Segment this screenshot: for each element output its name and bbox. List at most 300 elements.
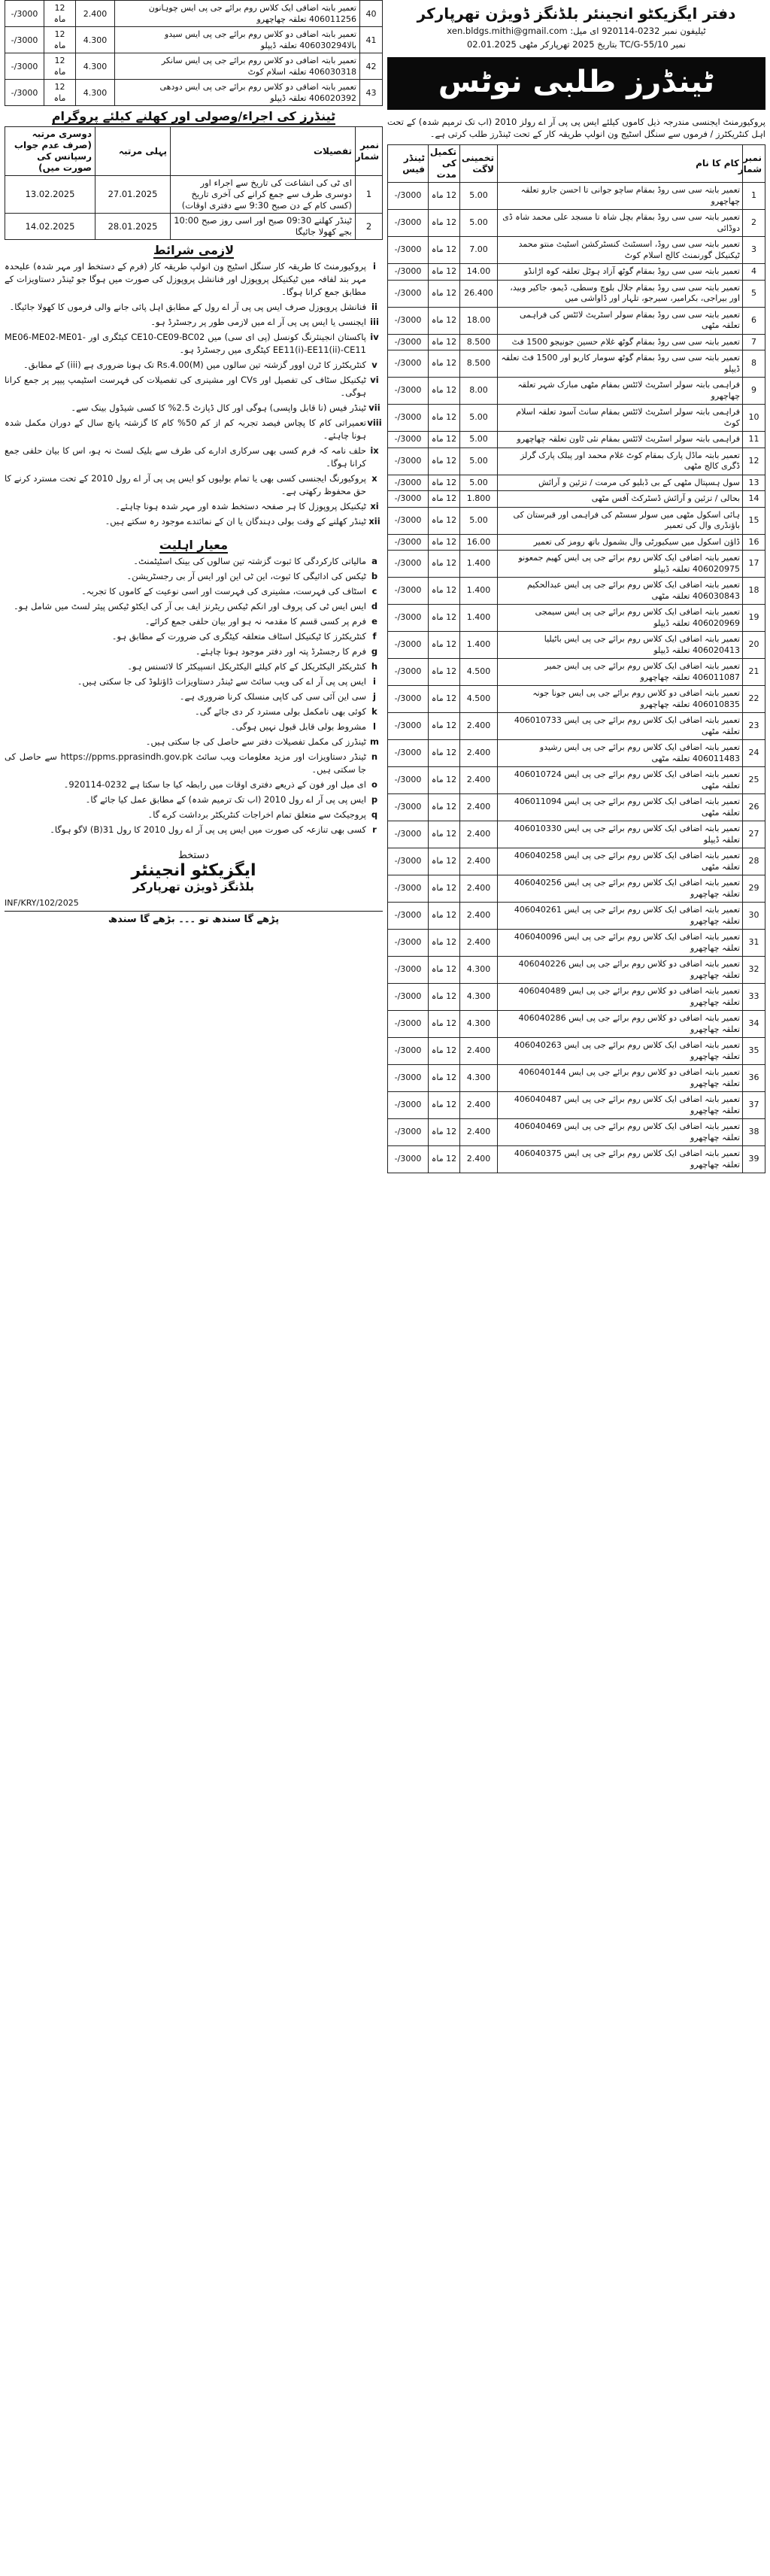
work-row-work: ڈاؤن اسکول میں سیکیورٹی وال بشمول باتھ رومز کی تعمیر	[498, 534, 743, 551]
work-row-work: تعمیر بابتہ اضافی دو کلاس روم برائے جی پی ایس 406040226 تعلقہ چھاچھرو	[498, 957, 743, 984]
work-row-time: 12 ماہ	[429, 334, 460, 350]
work-row-time: 12 ماہ	[429, 605, 460, 632]
left-work-row-work: تعمیر بابتہ اضافی دو کلاس روم برائے جی پی ایس سیدو بالا406030294 تعلقہ ڈیپلو	[115, 27, 360, 53]
eligibility-clause-number: c	[371, 586, 377, 596]
eligibility-clause	[5, 736, 383, 748]
work-row-cost: 4.300	[460, 1065, 498, 1092]
work-row-time: 12 ماہ	[429, 1092, 460, 1119]
term-clause	[5, 260, 383, 299]
work-row	[388, 378, 765, 405]
work-row-fee: 3000/-	[388, 491, 429, 508]
work-row-work: تعمیر بابتہ سی سی روڈ بمقام سولر اسٹریٹ لائٹس کی فراہمی تعلقہ مٹھی	[498, 307, 743, 334]
work-row-work: تعمیر بابتہ اضافی ایک کلاس روم برائے جی پی ایس کھیم جمعونو 406020975 تعلقہ ڈیپلو	[498, 551, 743, 578]
schedule-row-first: 28.01.2025	[95, 214, 171, 240]
left-work-row-no: 43	[360, 80, 383, 106]
work-row-cost: 4.300	[460, 957, 498, 984]
work-row-cost: 5.00	[460, 432, 498, 448]
work-row	[388, 713, 765, 740]
work-row	[388, 686, 765, 713]
work-row-cost: 5.00	[460, 183, 498, 210]
work-row-cost: 2.400	[460, 821, 498, 848]
work-row-cost: 4.300	[460, 1011, 498, 1038]
schedule-row-first: 27.01.2025	[95, 176, 171, 214]
eligibility-clause-text: کنٹریکٹرز کا ٹیکنیکل اسٹاف متعلقہ کیٹگری کی ضرورت کے مطابق ہو۔	[111, 631, 366, 642]
work-row-work: تعمیر بابتہ اضافی ایک کلاس روم برائے جی پی ایس 406040256 تعلقہ چھاچھرو	[498, 875, 743, 903]
left-work-row	[5, 27, 383, 53]
eligibility-clause-text: کوئی بھی نامکمل بولی مسترد کر دی جائے گی۔	[195, 706, 366, 717]
work-row	[388, 210, 765, 237]
work-row-cost: 8.500	[460, 334, 498, 350]
work-row-work: تعمیر بابتہ اضافی ایک کلاس روم برائے جی پی ایس رشیدو 406011483 تعلقہ مٹھی	[498, 740, 743, 767]
work-row-cost: 26.400	[460, 280, 498, 307]
left-work-row-no: 41	[360, 27, 383, 53]
work-row-time: 12 ماہ	[429, 578, 460, 605]
left-work-row-cost: 4.300	[76, 27, 115, 53]
work-row-cost: 5.00	[460, 210, 498, 237]
work-row-work: تعمیر بابتہ اضافی ایک کلاس روم برائے جی پی ایس 406040263 تعلقہ چھاچھرو	[498, 1038, 743, 1065]
work-row-fee: 3000/-	[388, 507, 429, 534]
eligibility-clause-number: k	[371, 706, 377, 717]
work-row	[388, 1119, 765, 1146]
schedule-header-first: پہلی مرتبہ	[95, 127, 171, 176]
eligibility-clause	[5, 645, 383, 658]
work-row-work: فراہمی بابتہ سولر اسٹریٹ لائٹس بمقام مٹھی مبارک شہر تعلقہ چھاچھرو	[498, 378, 743, 405]
work-row-fee: 3000/-	[388, 183, 429, 210]
work-row-fee: 3000/-	[388, 903, 429, 930]
signature-title: ایگزیکٹو انجینئر	[131, 861, 256, 880]
work-row-no: 15	[743, 507, 765, 534]
schedule-row-second: 14.02.2025	[5, 214, 95, 240]
work-row-cost: 2.400	[460, 875, 498, 903]
term-clause-text: کنٹریکٹرز کا ٹرن اوور گزشتہ تین سالوں میں Rs.4.00(M) تک ہونا ضروری ہے (iii) کے مطابق۔	[23, 360, 366, 370]
work-row-fee: 3000/-	[388, 475, 429, 491]
work-row-cost: 1.800	[460, 491, 498, 508]
work-row-time: 12 ماہ	[429, 984, 460, 1011]
work-row-time: 12 ماہ	[429, 448, 460, 475]
schedule-header-no: نمبر شمار	[356, 127, 383, 176]
left-work-row-fee: 3000/-	[5, 27, 44, 53]
work-row-work: بحالی / تزئین و آرائش ڈسٹرکٹ آفس مٹھی	[498, 491, 743, 508]
eligibility-clause-text: سی این آئی سی کی کاپی منسلک کرنا ضروری ہے۔	[179, 691, 366, 702]
work-row-work: تعمیر بابتہ اضافی ایک کلاس روم برائے جی پی ایس عبدالحکیم 406030843 تعلقہ مٹھی	[498, 578, 743, 605]
left-work-row-time: 12 ماہ	[44, 80, 76, 106]
work-row-time: 12 ماہ	[429, 1146, 460, 1173]
work-row-cost: 2.400	[460, 1038, 498, 1065]
work-row-work: تعمیر بابتہ سی سی روڈ بمقام گوٹھ غلام حسین جونیجو 1500 فٹ	[498, 334, 743, 350]
works-header-work: کام کا نام	[498, 145, 743, 183]
term-clause-text: ٹیکنیکل پروپوزل کا ہر صفحہ دستخط شدہ اور مہر شدہ ہونا چاہئے۔	[115, 501, 366, 511]
term-clause	[5, 472, 383, 498]
work-row-fee: 3000/-	[388, 875, 429, 903]
work-row-no: 3	[743, 237, 765, 264]
work-row-time: 12 ماہ	[429, 551, 460, 578]
work-row-time: 12 ماہ	[429, 183, 460, 210]
work-row-time: 12 ماہ	[429, 957, 460, 984]
term-clause	[5, 402, 383, 414]
work-row-work: تعمیر بابتہ اضافی ایک کلاس روم برائے جی پی ایس 406040261 تعلقہ چھاچھرو	[498, 903, 743, 930]
term-clause-number: xi	[370, 501, 379, 511]
work-row-time: 12 ماہ	[429, 740, 460, 767]
work-row-time: 12 ماہ	[429, 210, 460, 237]
work-row-fee: 3000/-	[388, 957, 429, 984]
work-row-fee: 3000/-	[388, 534, 429, 551]
work-row-work: تعمیر بابتہ اضافی ایک کلاس روم برائے جی پی ایس باٹیلیا 406020413 تعلقہ ڈیپلو	[498, 632, 743, 659]
term-clause-number: iii	[370, 317, 379, 327]
contact-line: ٹیلیفون نمبر 0232-920114 ای میل: xen.bldgs.mithi@gmail.com	[447, 26, 706, 36]
work-row-time: 12 ماہ	[429, 264, 460, 281]
work-row-fee: 3000/-	[388, 1092, 429, 1119]
work-row-time: 12 ماہ	[429, 659, 460, 686]
eligibility-clause-text: ای میل اور فون کے ذریعے دفتری اوقات میں رابطہ کیا جا سکتا ہے 0232-920114۔	[63, 779, 366, 790]
footer-bar	[5, 898, 383, 908]
work-row	[388, 1065, 765, 1092]
eligibility-clause-text: فرم پر کسی قسم کا مقدمہ نہ ہو اور بیان حلفی جمع کرائے۔	[144, 616, 366, 627]
work-row-fee: 3000/-	[388, 984, 429, 1011]
term-clause-number: viii	[367, 417, 382, 428]
work-row	[388, 767, 765, 794]
work-row	[388, 659, 765, 686]
term-clause-text: ٹیکنیکل سٹاف کی تفصیل اور CVs اور مشینری کی تفصیلات کی فہرست اسٹیمپ پیپر پر جمع کرانا ہوگی۔	[5, 375, 366, 398]
work-row-work: تعمیر بابتہ اضافی دو کلاس روم برائے جی پی ایس جونا جونہ 406010835 تعلقہ چھاچھرو	[498, 686, 743, 713]
work-row-cost: 14.00	[460, 264, 498, 281]
work-row	[388, 405, 765, 432]
eligibility-clause	[5, 600, 383, 613]
work-row-no: 35	[743, 1038, 765, 1065]
term-clause-text: پروکیورمنٹ کا طریقہ کار سنگل اسٹیج ون انولپ طریقہ کار (فرم کے دستخط اور مہر شدہ) علیحدہ مہر بند لفافہ میں ٹیکنیکل پروپوزل اور فنانشل پروپوزل کی صورت میں ہوگا جو ٹینڈر دستاویزات کے مطابق جمع کرانا ہوگا۔	[5, 261, 366, 297]
term-clause-text: پروکیورنگ ایجنسی کسی بھی یا تمام بولیوں کو ایس پی پی آر اے رول 2010 کے تحت مسترد کرنے کا حق محفوظ رکھتی ہے۔	[5, 473, 366, 496]
schedule-row-details: ٹینڈر کھلنے 09:30 صبح اور اسی روز صبح 10:00 بجے کھولا جائیگا	[171, 214, 356, 240]
work-row-work: تعمیر بابتہ ماڈل پارک بمقام کوٹ غلام محمد اور پبلک پارک گرلز ڈگری کالج مٹھی	[498, 448, 743, 475]
work-row-no: 34	[743, 1011, 765, 1038]
work-row-no: 17	[743, 551, 765, 578]
eligibility-clause	[5, 721, 383, 733]
work-row-work: تعمیر بابتہ اضافی ایک کلاس روم برائے جی پی ایس 406040258 تعلقہ مٹھی	[498, 848, 743, 875]
work-row-fee: 3000/-	[388, 432, 429, 448]
work-row-cost: 2.400	[460, 794, 498, 821]
left-column	[5, 0, 383, 925]
work-row-cost: 5.00	[460, 507, 498, 534]
signature-subtitle: بلڈنگز ڈویژن تھرپارکر	[132, 880, 255, 894]
left-work-row-work: تعمیر بابتہ اضافی ایک کلاس روم برائے جی پی ایس چوہانون 406011256 تعلقہ چھاچھرو	[115, 1, 360, 27]
left-work-row-fee: 3000/-	[5, 80, 44, 106]
work-row-work: تعمیر بابتہ اضافی ایک کلاس روم برائے جی پی ایس 406010330 تعلقہ ڈیپلو	[498, 821, 743, 848]
work-row	[388, 848, 765, 875]
work-row-no: 7	[743, 334, 765, 350]
work-row-cost: 8.500	[460, 350, 498, 378]
work-row-fee: 3000/-	[388, 794, 429, 821]
work-row-work: تعمیر بابتہ اضافی دو کلاس روم برائے جی پی ایس 406040144 تعلقہ چھاچھرو	[498, 1065, 743, 1092]
work-row-time: 12 ماہ	[429, 350, 460, 378]
eligibility-title: معیار اہلیت	[159, 538, 229, 552]
eligibility-clause-text: ایس پی پی آر اے کی ویب سائٹ سے ٹینڈر دستاویزات ڈاؤنلوڈ کی جا سکتی ہیں۔	[77, 676, 366, 687]
left-work-row-cost: 4.300	[76, 53, 115, 80]
work-row-cost: 8.00	[460, 378, 498, 405]
left-work-row-fee: 3000/-	[5, 53, 44, 80]
schedule-row-no: 2	[356, 214, 383, 240]
work-row-no: 20	[743, 632, 765, 659]
intro-paragraph: پروکیورمنٹ ایجنسی مندرجہ ذیل کاموں کیلئے ایس پی پی آر اے رولز 2010 (اب تک ترمیم شدہ) کے تحت اہل کنٹریکٹرز / فرموں سے سنگل اسٹیج ون انولپ طریقہ کار کے تحت ٹینڈرز طلب کرتی ہے۔	[387, 117, 765, 139]
eligibility-clause-text: ایس پی پی آر اے رول 2010 (اب تک ترمیم شدہ) کے مطابق عمل کیا جائے گا۔	[85, 794, 366, 805]
work-row-time: 12 ماہ	[429, 1119, 460, 1146]
work-row	[388, 264, 765, 281]
work-row-fee: 3000/-	[388, 405, 429, 432]
work-row-fee: 3000/-	[388, 1146, 429, 1173]
work-row-time: 12 ماہ	[429, 1038, 460, 1065]
work-row-no: 6	[743, 307, 765, 334]
work-row-cost: 5.00	[460, 405, 498, 432]
works-header-time: تکمیل کی مدت	[429, 145, 460, 183]
continued-works-table	[5, 0, 383, 106]
term-clause	[5, 374, 383, 399]
term-clause-number: x	[371, 473, 377, 484]
work-row-work: فراہمی بابتہ سولر اسٹریٹ لائٹس بمقام نئی ٹاون تعلقہ چھاچھرو	[498, 432, 743, 448]
work-row	[388, 551, 765, 578]
work-row-cost: 2.400	[460, 713, 498, 740]
work-row-time: 12 ماہ	[429, 378, 460, 405]
work-row-fee: 3000/-	[388, 307, 429, 334]
work-row	[388, 237, 765, 264]
eligibility-clause	[5, 705, 383, 718]
left-work-row-no: 40	[360, 1, 383, 27]
work-row-no: 37	[743, 1092, 765, 1119]
eligibility-clause-number: p	[371, 794, 378, 805]
left-work-row	[5, 80, 383, 106]
work-row	[388, 794, 765, 821]
work-row-no: 19	[743, 605, 765, 632]
work-row-fee: 3000/-	[388, 350, 429, 378]
work-row	[388, 821, 765, 848]
work-row-no: 33	[743, 984, 765, 1011]
work-row-cost: 4.500	[460, 659, 498, 686]
term-clause	[5, 500, 383, 513]
work-row-fee: 3000/-	[388, 1011, 429, 1038]
work-row-no: 29	[743, 875, 765, 903]
eligibility-clause-text: مشروط بولی قابل قبول نہیں ہوگی۔	[230, 721, 366, 732]
work-row-fee: 3000/-	[388, 334, 429, 350]
works-header-fee: ٹینڈر فیس	[388, 145, 429, 183]
eligibility-clause	[5, 570, 383, 583]
work-row-no: 4	[743, 264, 765, 281]
eligibility-clause-text: مالیاتی کارکردگی کا ثبوت گزشتہ تین سالوں کی بینک اسٹیٹمنٹ۔	[133, 556, 366, 566]
work-row	[388, 578, 765, 605]
term-clause-number: v	[371, 360, 377, 370]
term-clause	[5, 445, 383, 470]
left-work-row-time: 12 ماہ	[44, 1, 76, 27]
work-row-fee: 3000/-	[388, 930, 429, 957]
left-work-row	[5, 1, 383, 27]
left-work-row-work: تعمیر بابتہ اضافی دو کلاس روم برائے جی پی ایس دودھی 406020392 تعلقہ ڈیپلو	[115, 80, 360, 106]
terms-list	[5, 260, 383, 528]
eligibility-clause-number: f	[372, 631, 377, 642]
work-row-cost: 4.500	[460, 686, 498, 713]
work-row-work: تعمیر بابتہ اضافی ایک کلاس روم برائے جی پی ایس 406040487 تعلقہ چھاچھرو	[498, 1092, 743, 1119]
term-clause	[5, 417, 383, 442]
eligibility-clause-number: r	[372, 824, 377, 835]
work-row-no: 9	[743, 378, 765, 405]
schedule-table	[5, 126, 383, 240]
work-row-time: 12 ماہ	[429, 903, 460, 930]
left-work-row-time: 12 ماہ	[44, 27, 76, 53]
work-row-no: 31	[743, 930, 765, 957]
eligibility-clause-text: ٹیکس کی ادائیگی کا ثبوت، این ٹی این اور ایس آر بی رجسٹریشن۔	[126, 571, 366, 581]
work-row-time: 12 ماہ	[429, 534, 460, 551]
work-row-time: 12 ماہ	[429, 280, 460, 307]
work-row-cost: 4.300	[460, 984, 498, 1011]
term-clause	[5, 316, 383, 329]
schedule-header-details: تفصیلات	[171, 127, 356, 176]
work-row-no: 10	[743, 405, 765, 432]
work-row-work: تعمیر بابتہ اضافی ایک کلاس روم برائے جی پی ایس 406040469 تعلقہ چھاچھرو	[498, 1119, 743, 1146]
office-title: دفتر ایگزیکٹو انجینئر بلڈنگز ڈویژن تھرپارکر	[417, 5, 736, 23]
eligibility-clause-text: کنٹریکٹر الیکٹریکل کے کام کیلئے الیکٹریکل انسپیکٹر کا لائسنس ہو۔	[127, 661, 366, 672]
works-header-no: نمبر شمار	[743, 145, 765, 183]
term-clause	[5, 515, 383, 528]
eligibility-clause-number: i	[373, 676, 376, 687]
schedule-row	[5, 176, 383, 214]
schedule-header-second: دوسری مرتبہ (صرف عدم جواب رسپانس کی صورت میں)	[5, 127, 95, 176]
eligibility-clause-number: g	[371, 646, 378, 657]
work-row	[388, 957, 765, 984]
work-row-fee: 3000/-	[388, 280, 429, 307]
term-clause	[5, 301, 383, 314]
eligibility-clause	[5, 793, 383, 806]
work-row-work: سول ہسپتال مٹھی کے بی ڈبلیو کی مرمت / تزئین و آرائش	[498, 475, 743, 491]
work-row-work: فراہمی بابتہ سولر اسٹریٹ لائٹس بمقام سانٹ آسود تعلقہ اسلام کوٹ	[498, 405, 743, 432]
work-row-time: 12 ماہ	[429, 491, 460, 508]
eligibility-clause-number: h	[371, 661, 378, 672]
term-clause-number: iv	[370, 332, 379, 342]
work-row-time: 12 ماہ	[429, 237, 460, 264]
work-row-time: 12 ماہ	[429, 767, 460, 794]
work-row-fee: 3000/-	[388, 821, 429, 848]
eligibility-clause	[5, 751, 383, 776]
eligibility-clause	[5, 824, 383, 836]
eligibility-clause	[5, 615, 383, 628]
work-row	[388, 605, 765, 632]
work-row-cost: 16.00	[460, 534, 498, 551]
reference-line: نمبر TC/G-55/10 بتاریخ 2025 تھرپارکر مٹھی 02.01.2025	[466, 39, 687, 50]
work-row	[388, 875, 765, 903]
eligibility-clause-number: d	[371, 601, 378, 611]
left-work-row-fee: 3000/-	[5, 1, 44, 27]
work-row-fee: 3000/-	[388, 578, 429, 605]
work-row-no: 5	[743, 280, 765, 307]
work-row-cost: 2.400	[460, 740, 498, 767]
notice-date: 02.01.2025	[466, 39, 517, 50]
work-row	[388, 984, 765, 1011]
work-row-cost: 1.400	[460, 605, 498, 632]
right-column	[387, 0, 765, 1173]
work-row-no: 26	[743, 794, 765, 821]
term-clause	[5, 359, 383, 372]
works-table	[387, 144, 765, 1173]
work-row-work: تعمیر بابتہ اضافی دو کلاس روم برائے جی پی ایس 406040489 تعلقہ چھاچھرو	[498, 984, 743, 1011]
eligibility-clause	[5, 630, 383, 643]
work-row	[388, 740, 765, 767]
schedule-row	[5, 214, 383, 240]
terms-title: لازمی شرائط	[153, 243, 235, 257]
left-work-row-work: تعمیر بابتہ اضافی دو کلاس روم برائے جی پی ایس سانکر 406030318 تعلقہ اسلام کوٹ	[115, 53, 360, 80]
term-clause-number: ix	[370, 445, 379, 456]
eligibility-clause-number: b	[371, 571, 378, 581]
work-row-no: 8	[743, 350, 765, 378]
work-row	[388, 632, 765, 659]
eligibility-clause	[5, 555, 383, 568]
work-row	[388, 534, 765, 551]
work-row	[388, 280, 765, 307]
eligibility-clause-text: پروجیکٹ سے متعلق تمام اخراجات کنٹریکٹر برداشت کرے گا۔	[147, 809, 366, 820]
term-clause-number: ii	[371, 302, 377, 312]
work-row-cost: 5.00	[460, 475, 498, 491]
work-row-time: 12 ماہ	[429, 930, 460, 957]
work-row-no: 23	[743, 713, 765, 740]
work-row-cost: 1.400	[460, 632, 498, 659]
work-row-cost: 2.400	[460, 848, 498, 875]
work-row-no: 36	[743, 1065, 765, 1092]
left-work-row-time: 12 ماہ	[44, 53, 76, 80]
work-row	[388, 475, 765, 491]
work-row	[388, 1011, 765, 1038]
work-row-no: 2	[743, 210, 765, 237]
term-clause-text: تعمیراتی کام کا پچاس فیصد تجربہ کم از کم 50% کام کا گزشتہ پانچ سال کے دوران مکمل شدہ ہونا چاہئے۔	[5, 417, 366, 441]
work-row-time: 12 ماہ	[429, 475, 460, 491]
work-row-work: تعمیر بابتہ اضافی ایک کلاس روم برائے جی پی ایس جمیر 406011087 تعلقہ چھاچھرو	[498, 659, 743, 686]
term-clause-number: vi	[370, 375, 379, 385]
work-row-time: 12 ماہ	[429, 432, 460, 448]
work-row	[388, 1038, 765, 1065]
work-row-time: 12 ماہ	[429, 875, 460, 903]
work-row-cost: 2.400	[460, 1119, 498, 1146]
works-header-cost: تخمینی لاگت	[460, 145, 498, 183]
left-work-row-cost: 2.400	[76, 1, 115, 27]
work-row-fee: 3000/-	[388, 659, 429, 686]
term-clause-number: vii	[368, 402, 380, 413]
signature-block	[5, 850, 383, 894]
work-row-time: 12 ماہ	[429, 794, 460, 821]
work-row-cost: 2.400	[460, 930, 498, 957]
work-row-time: 12 ماہ	[429, 1065, 460, 1092]
work-row-work: تعمیر بابتہ سی سی روڈ بمقام جلال بلوچ وسطی، ڈیمو، جاکیر وبید، اور بیراجی، بکرامیر، سیرجو، تلہار اور ڈاواشی میں	[498, 280, 743, 307]
work-row	[388, 350, 765, 378]
eligibility-clause	[5, 690, 383, 703]
reference-number: INF/KRY/102/2025	[5, 898, 79, 908]
work-row-no: 27	[743, 821, 765, 848]
work-row-cost: 7.00	[460, 237, 498, 264]
term-clause-text: ٹینڈر کھلنے کے وقت بولی دہندگان یا ان کے نمائندے موجود رہ سکتے ہیں۔	[105, 516, 366, 526]
left-work-row	[5, 53, 383, 80]
work-row-work: تعمیر بابتہ اضافی ایک کلاس روم برائے جی پی ایس 406011094 تعلقہ مٹھی	[498, 794, 743, 821]
work-row	[388, 448, 765, 475]
work-row-time: 12 ماہ	[429, 405, 460, 432]
work-row-work: ہائی اسکول مٹھی میں سولر سسٹم کی فراہمی اور قبرستان کی باؤنڈری وال کی تعمیر	[498, 507, 743, 534]
work-row-work: تعمیر بابتہ اضافی ایک کلاس روم برائے جی پی ایس 406040096 تعلقہ چھاچھرو	[498, 930, 743, 957]
work-row-time: 12 ماہ	[429, 507, 460, 534]
work-row-no: 39	[743, 1146, 765, 1173]
eligibility-clause	[5, 585, 383, 598]
work-row-fee: 3000/-	[388, 264, 429, 281]
work-row-fee: 3000/-	[388, 210, 429, 237]
work-row-fee: 3000/-	[388, 1038, 429, 1065]
eligibility-clause-text: اسٹاف کی فہرست، مشینری کی فہرست اور اسی نوعیت کے کاموں کا تجربہ۔	[81, 586, 366, 596]
work-row-cost: 2.400	[460, 1146, 498, 1173]
work-row-fee: 3000/-	[388, 740, 429, 767]
work-row-work: تعمیر بابتہ سی سی روڈ بمقام گوٹھ آزاد ہوٹل تعلقہ کوہ اڑانڈو	[498, 264, 743, 281]
work-row-no: 16	[743, 534, 765, 551]
notice-banner: ٹینڈرز طلبی نوٹس	[387, 57, 765, 110]
schedule-title: ٹینڈرز کی اجراء/وصولی اور کھلنے کیلئے پروگرام	[51, 109, 336, 123]
work-row-work: تعمیر بابتہ اضافی دو کلاس روم برائے جی پی ایس 406040286 تعلقہ چھاچھرو	[498, 1011, 743, 1038]
eligibility-clause-number: m	[370, 736, 379, 747]
